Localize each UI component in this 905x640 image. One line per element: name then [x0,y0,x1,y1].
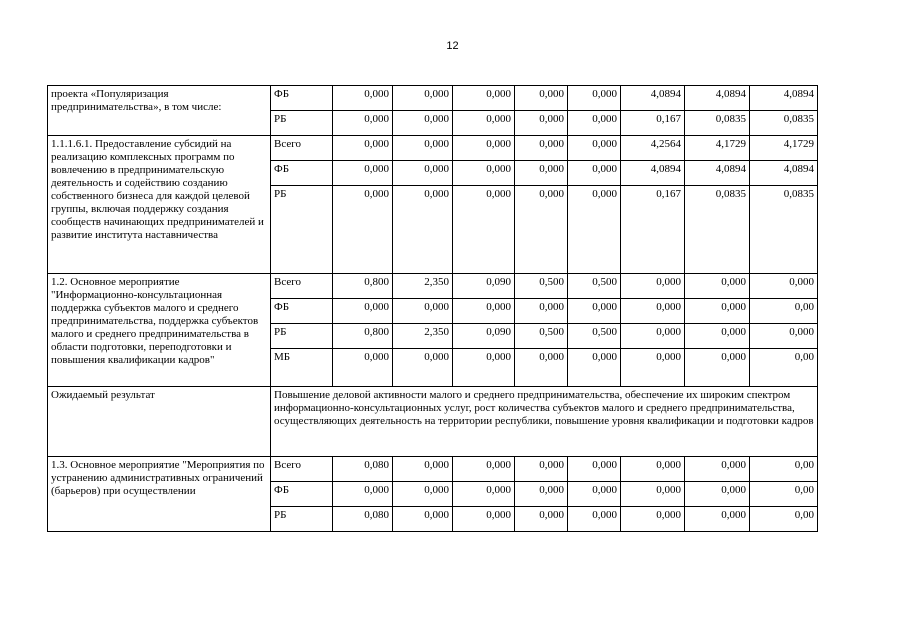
value-cell: 0,000 [621,299,685,324]
value-cell: 0,000 [333,111,393,136]
value-cell: 4,0894 [685,161,750,186]
value-cell: 0,000 [515,136,568,161]
value-cell: 0,0835 [750,186,818,274]
value-cell: 0,167 [621,186,685,274]
value-cell: 0,800 [333,274,393,299]
value-cell: 0,000 [333,86,393,111]
activity-description: проекта «Популяризация предпринимательства», в том числе: [48,86,271,136]
value-cell: 0,000 [333,136,393,161]
value-cell: 0,090 [453,324,515,349]
value-cell: 0,000 [453,349,515,387]
value-cell: 0,0835 [750,111,818,136]
value-cell: 0,000 [568,161,621,186]
activity-description: 1.2. Основное мероприятие "Информационно-консультационная поддержка субъектов малого и среднего предпринимательства, поддержка субъектов малого и среднего предпринимательства в области подготовки, переподготовки и повышения квалификации кадров" [48,274,271,387]
value-cell: 0,000 [685,299,750,324]
value-cell: 0,000 [515,186,568,274]
funding-source: ФБ [271,86,333,111]
value-cell: 0,000 [568,457,621,482]
funding-source: МБ [271,349,333,387]
funding-source: РБ [271,111,333,136]
value-cell: 0,000 [568,349,621,387]
value-cell: 2,350 [393,324,453,349]
value-cell: 0,000 [453,86,515,111]
value-cell: 2,350 [393,274,453,299]
table-row [48,457,818,482]
value-cell: 0,500 [515,324,568,349]
value-cell: 0,00 [750,299,818,324]
value-cell: 4,0894 [621,86,685,111]
value-cell: 0,000 [515,457,568,482]
value-cell: 4,2564 [621,136,685,161]
funding-source: ФБ [271,161,333,186]
value-cell: 0,000 [393,86,453,111]
value-cell: 0,000 [568,136,621,161]
value-cell: 0,000 [393,299,453,324]
value-cell: 4,0894 [685,86,750,111]
funding-source: РБ [271,324,333,349]
expected-result-label: Ожидаемый результат [48,387,271,457]
value-cell: 0,000 [453,136,515,161]
value-cell: 0,090 [453,274,515,299]
page-number: 12 [446,40,459,52]
table-row [48,86,818,111]
value-cell: 0,000 [515,111,568,136]
value-cell: 0,000 [453,111,515,136]
value-cell: 0,000 [515,349,568,387]
activity-description: 1.3. Основное мероприятие "Мероприятия по устранению административных ограничений (барьеров) при осуществлении [48,457,271,532]
value-cell: 0,00 [750,349,818,387]
value-cell: 4,0894 [621,161,685,186]
funding-source: ФБ [271,299,333,324]
value-cell: 0,000 [515,161,568,186]
value-cell: 0,000 [333,161,393,186]
value-cell: 0,000 [621,349,685,387]
expected-result-row [48,387,818,457]
value-cell: 0,000 [750,274,818,299]
table-row [48,274,818,299]
value-cell: 0,500 [568,324,621,349]
value-cell: 0,000 [568,299,621,324]
value-cell: 0,000 [333,349,393,387]
expected-result-text: Повышение деловой активности малого и среднего предпринимательства, обеспечение их широким спектром информационно-консультационных услуг, рост количества субъектов малого и среднего предпринимательства, осуществляющих деятельность на территории республики, повышение уровня квалификации и подготовки кадров [271,387,818,457]
value-cell: 0,000 [453,507,515,532]
value-cell: 0,000 [568,507,621,532]
value-cell: 0,000 [515,86,568,111]
activity-description: 1.1.1.6.1. Предоставление субсидий на реализацию комплексных программ по вовлечению в предпринимательскую деятельность и содействию созданию собственного бизнеса для каждой целевой группы, включая поддержку создания сообществ начинающих предпринимателей и развитие института наставничества [48,136,271,274]
value-cell: 0,000 [621,457,685,482]
funding-source: Всего [271,136,333,161]
value-cell: 0,000 [568,86,621,111]
budget-table [47,85,818,532]
value-cell: 0,0835 [685,111,750,136]
value-cell: 0,000 [685,324,750,349]
value-cell: 0,000 [621,324,685,349]
value-cell: 4,0894 [750,86,818,111]
value-cell: 0,000 [685,457,750,482]
value-cell: 0,000 [453,299,515,324]
value-cell: 0,000 [453,482,515,507]
value-cell: 0,000 [393,457,453,482]
value-cell: 0,000 [621,482,685,507]
value-cell: 0,00 [750,482,818,507]
value-cell: 0,000 [393,161,453,186]
funding-source: РБ [271,507,333,532]
value-cell: 0,000 [393,186,453,274]
value-cell: 0,000 [568,482,621,507]
value-cell: 0,080 [333,507,393,532]
value-cell: 0,000 [393,349,453,387]
value-cell: 0,000 [515,299,568,324]
value-cell: 0,000 [453,161,515,186]
value-cell: 0,000 [750,324,818,349]
table-row [48,136,818,161]
value-cell: 0,500 [568,274,621,299]
value-cell: 0,800 [333,324,393,349]
value-cell: 4,1729 [685,136,750,161]
value-cell: 0,000 [393,507,453,532]
funding-source: Всего [271,274,333,299]
value-cell: 0,000 [621,507,685,532]
value-cell: 0,000 [453,457,515,482]
value-cell: 0,080 [333,457,393,482]
value-cell: 0,000 [685,274,750,299]
value-cell: 0,00 [750,457,818,482]
funding-source: Всего [271,457,333,482]
value-cell: 4,0894 [750,161,818,186]
value-cell: 0,000 [393,482,453,507]
value-cell: 0,000 [333,299,393,324]
value-cell: 0,000 [685,507,750,532]
value-cell: 0,000 [685,482,750,507]
value-cell: 0,000 [515,482,568,507]
value-cell: 0,500 [515,274,568,299]
value-cell: 0,000 [621,274,685,299]
funding-source: ФБ [271,482,333,507]
value-cell: 0,000 [393,111,453,136]
funding-source: РБ [271,186,333,274]
value-cell: 4,1729 [750,136,818,161]
value-cell: 0,000 [515,507,568,532]
value-cell: 0,000 [333,482,393,507]
value-cell: 0,167 [621,111,685,136]
value-cell: 0,000 [568,111,621,136]
value-cell: 0,00 [750,507,818,532]
value-cell: 0,0835 [685,186,750,274]
value-cell: 0,000 [393,136,453,161]
value-cell: 0,000 [568,186,621,274]
value-cell: 0,000 [333,186,393,274]
value-cell: 0,000 [685,349,750,387]
value-cell: 0,000 [453,186,515,274]
